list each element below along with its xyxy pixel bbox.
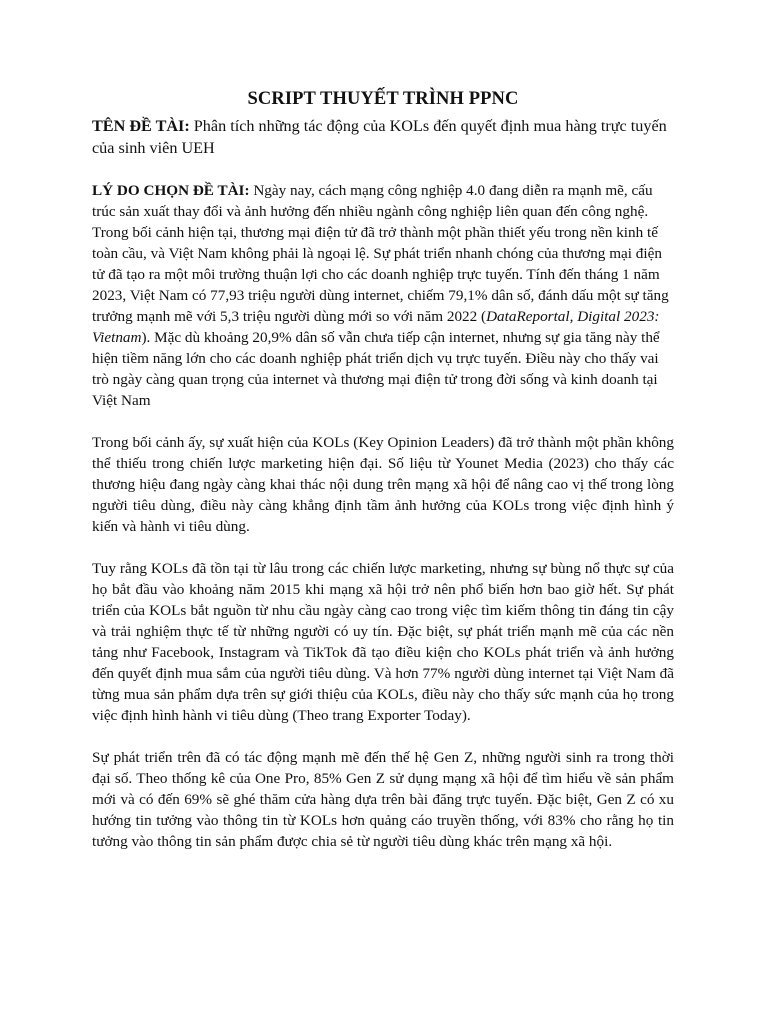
reason-citation: DataReportal, Digital 2023: Vietnam (92, 308, 660, 346)
reason-text-before-citation: Ngày nay, cách mạng công nghiệp 4.0 đang diễn ra mạnh mẽ, cấu trúc sản xuất thay đổi và ảnh hưởng đến nhiều ngành công nghiệp liên quan đến công nghệ. Trong bối cảnh hiện tại, thương mại điện tử đã trở thành một phần thiết yếu trong nền kinh tế toàn cầu, và Việt Nam không phải là ngoại lệ. Sự phát triển nhanh chóng của thương mại điện tử đã tạo ra một môi trường thuận lợi cho các doanh nghiệp trực tuyến. Tính đến tháng 1 năm 2023, Việt Nam có 77,93 triệu người dùng internet, chiếm 79,1% dân số, đánh dấu một sự tăng trưởng mạnh mẽ với 5,3 triệu người dùng mới so với năm 2022 ( (92, 182, 669, 325)
body-paragraph-kols-growth: Tuy rằng KOLs đã tồn tại từ lâu trong các chiến lược marketing, nhưng sự bùng nổ thực sự của họ bắt đầu vào khoảng năm 2015 khi mạng xã hội trở nên phổ biến hơn bao giờ hết. Sự phát triển của KOLs bắt nguồn từ nhu cầu ngày càng cao trong việc tìm kiếm thông tin đáng tin cậy và trải nghiệm thực tế từ những người có uy tín. Đặc biệt, sự phát triển mạnh mẽ của các nền tảng như Facebook, Instagram và TikTok đã tạo điều kiện cho KOLs phát triển và ảnh hưởng đến quyết định mua sắm của người tiêu dùng. Và hơn 77% người dùng internet tại Việt Nam đã từng mua sản phẩm dựa trên sự giới thiệu của KOLs, điều này cho thấy sức mạnh của họ trong việc định hình hành vi tiêu dùng (Theo trang Exporter Today). (92, 560, 674, 724)
document-content (92, 86, 674, 852)
reason-label: LÝ DO CHỌN ĐỀ TÀI: (92, 182, 250, 199)
paragraph-gap (92, 159, 674, 180)
topic-label: TÊN ĐỀ TÀI: (92, 117, 190, 135)
document-title: SCRIPT THUYẾT TRÌNH PPNC (247, 89, 519, 109)
body-paragraph-kols-context: Trong bối cảnh ấy, sự xuất hiện của KOLs (Key Opinion Leaders) đã trở thành một phần không thể thiếu trong chiến lược marketing hiện đại. Số liệu từ Younet Media (2023) cho thấy các thương hiệu đang ngày càng khai thác nội dung trên mạng xã hội để nâng cao vị thế trong lòng người tiêu dùng, điều này càng khẳng định tầm ảnh hưởng của KOLs trong việc định hình ý kiến và hành vi tiêu dùng. (92, 434, 674, 535)
paragraph-gap (92, 537, 674, 558)
reason-text-after-citation: ). Mặc dù khoảng 20,9% dân số vẫn chưa tiếp cận internet, nhưng sự gia tăng này thể hiện tiềm năng lớn cho các doanh nghiệp phát triển dịch vụ trực tuyến. Điều này cho thấy vai trò ngày càng quan trọng của internet và thương mại điện tử trong đời sống và kinh doanh tại Việt Nam (92, 329, 660, 409)
paragraph-gap (92, 726, 674, 747)
body-paragraph-gen-z: Sự phát triển trên đã có tác động mạnh mẽ đến thế hệ Gen Z, những người sinh ra trong thời đại số. Theo thống kê của One Pro, 85% Gen Z sử dụng mạng xã hội để tìm hiểu về sản phẩm mới và có đến 69% sẽ ghé thăm cửa hàng dựa trên bài đăng trực tuyến. Đặc biệt, Gen Z có xu hướng tin tưởng vào thông tin từ KOLs hơn quảng cáo truyền thống, với 83% cho rằng họ tin tưởng vào thông tin sản phẩm được chia sẻ từ người tiêu dùng khác trên mạng xã hội. (92, 749, 674, 850)
reason-paragraph (92, 180, 674, 411)
paragraph-gap (92, 411, 674, 432)
topic-text: Phân tích những tác động của KOLs đến quyết định mua hàng trực tuyến của sinh viên UEH (92, 117, 667, 157)
topic-line (92, 115, 674, 159)
